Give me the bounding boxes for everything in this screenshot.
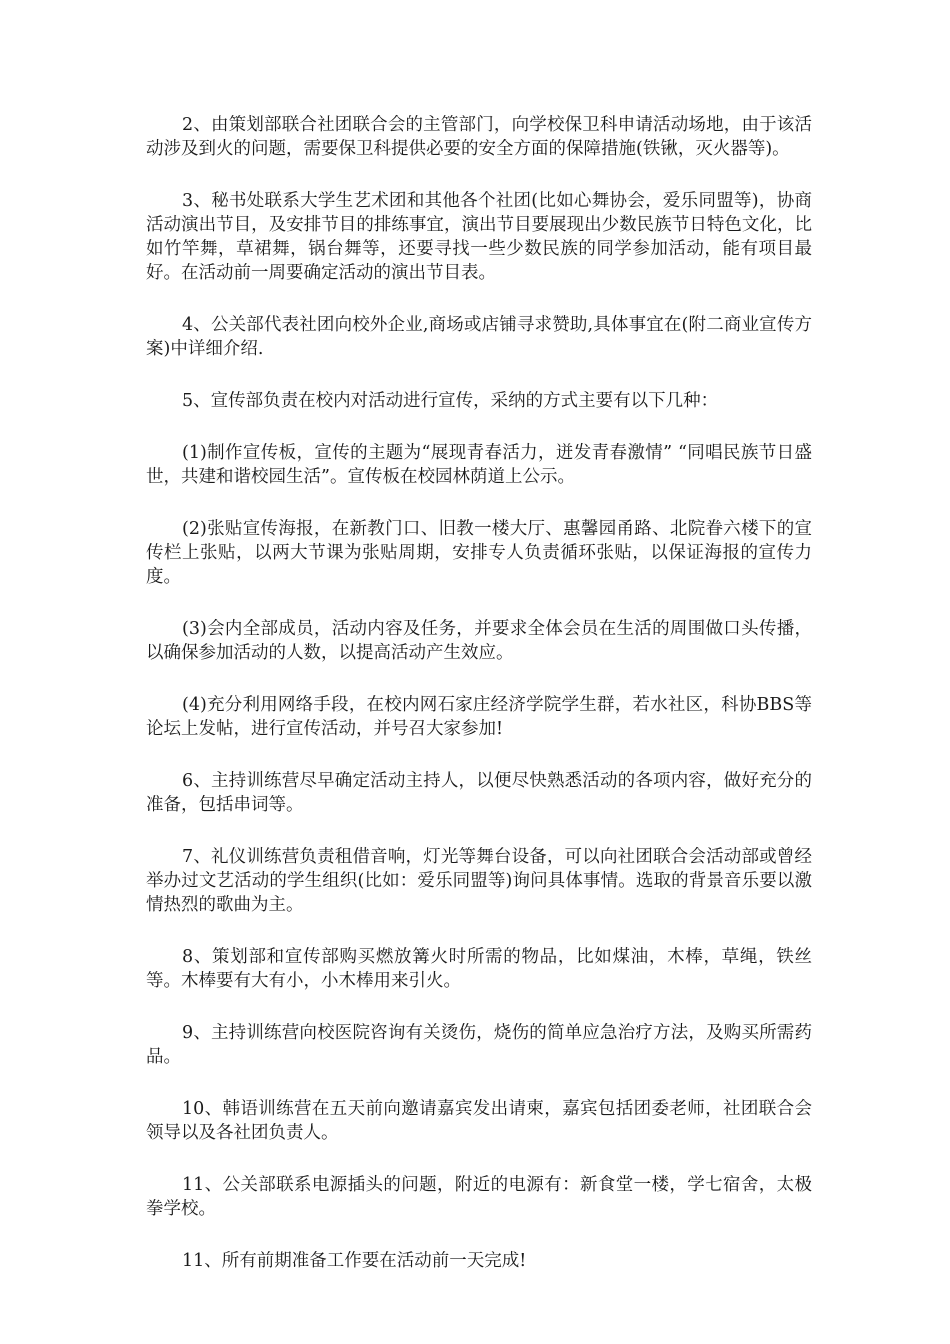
paragraph-item-11-final: 11、所有前期准备工作要在活动前一天完成!: [182, 1251, 527, 1271]
paragraph-subitem-2: (2)张贴宣传海报，在新教门口、旧教一楼大厅、惠馨园甬路、北院眷六楼下的宣传栏上张贴，以两大节课为张贴周期，安排专人负责循环张贴，以保证海报的宣传力度。: [146, 519, 812, 587]
paragraph-item-11-power: 11、公关部联系电源插头的问题，附近的电源有：新食堂一楼，学七宿舍，太极拳学校。: [146, 1175, 812, 1219]
paragraph-subitem-3: (3)会内全部成员，活动内容及任务，并要求全体会员在生活的周围做口头传播，以确保参加活动的人数，以提高活动产生效应。: [146, 619, 812, 663]
document-page: [146, 113, 812, 1273]
paragraph-item-9: 9、主持训练营向校医院咨询有关烫伤，烧伤的简单应急治疗方法，及购买所需药品。: [146, 1023, 812, 1067]
paragraph-subitem-1: (1)制作宣传板，宣传的主题为“展现青春活力，迸发青春激情” “同唱民族节日盛世，共建和谐校园生活”。宣传板在校园林荫道上公示。: [146, 443, 812, 487]
paragraph-item-4: 4、公关部代表社团向校外企业,商场或店铺寻求赞助,具体事宜在(附二商业宣传方案)中详细介绍.: [146, 315, 812, 359]
paragraph-item-3: 3、秘书处联系大学生艺术团和其他各个社团(比如心舞协会，爱乐同盟等)，协商活动演出节目，及安排节目的排练事宜，演出节目要展现出少数民族节日特色文化，比如竹竿舞，草裙舞，锅台舞等，还要寻找一些少数民族的同学参加活动，能有项目最好。在活动前一周要确定活动的演出节目表。: [146, 191, 812, 283]
paragraph-item-5: 5、宣传部负责在校内对活动进行宣传，采纳的方式主要有以下几种：: [182, 391, 719, 411]
paragraph-item-6: 6、主持训练营尽早确定活动主持人，以便尽快熟悉活动的各项内容，做好充分的准备，包括串词等。: [146, 771, 812, 815]
paragraph-item-10: 10、韩语训练营在五天前向邀请嘉宾发出请柬，嘉宾包括团委老师，社团联合会领导以及各社团负责人。: [146, 1099, 812, 1143]
paragraph-item-7: 7、礼仪训练营负责租借音响，灯光等舞台设备，可以向社团联合会活动部或曾经举办过文艺活动的学生组织(比如：爱乐同盟等)询问具体事情。选取的背景音乐要以激情热烈的歌曲为主。: [146, 847, 812, 915]
paragraph-item-8: 8、策划部和宣传部购买燃放篝火时所需的物品，比如煤油，木棒，草绳，铁丝等。木棒要有大有小，小木棒用来引火。: [146, 947, 812, 991]
paragraph-subitem-4: (4)充分利用网络手段，在校内网石家庄经济学院学生群，若水社区，科协BBS等论坛上发帖，进行宣传活动，并号召大家参加!: [146, 695, 812, 739]
paragraph-item-2: 2、由策划部联合社团联合会的主管部门，向学校保卫科申请活动场地，由于该活动涉及到火的问题，需要保卫科提供必要的安全方面的保障措施(铁锹，灭火器等)。: [146, 115, 812, 159]
